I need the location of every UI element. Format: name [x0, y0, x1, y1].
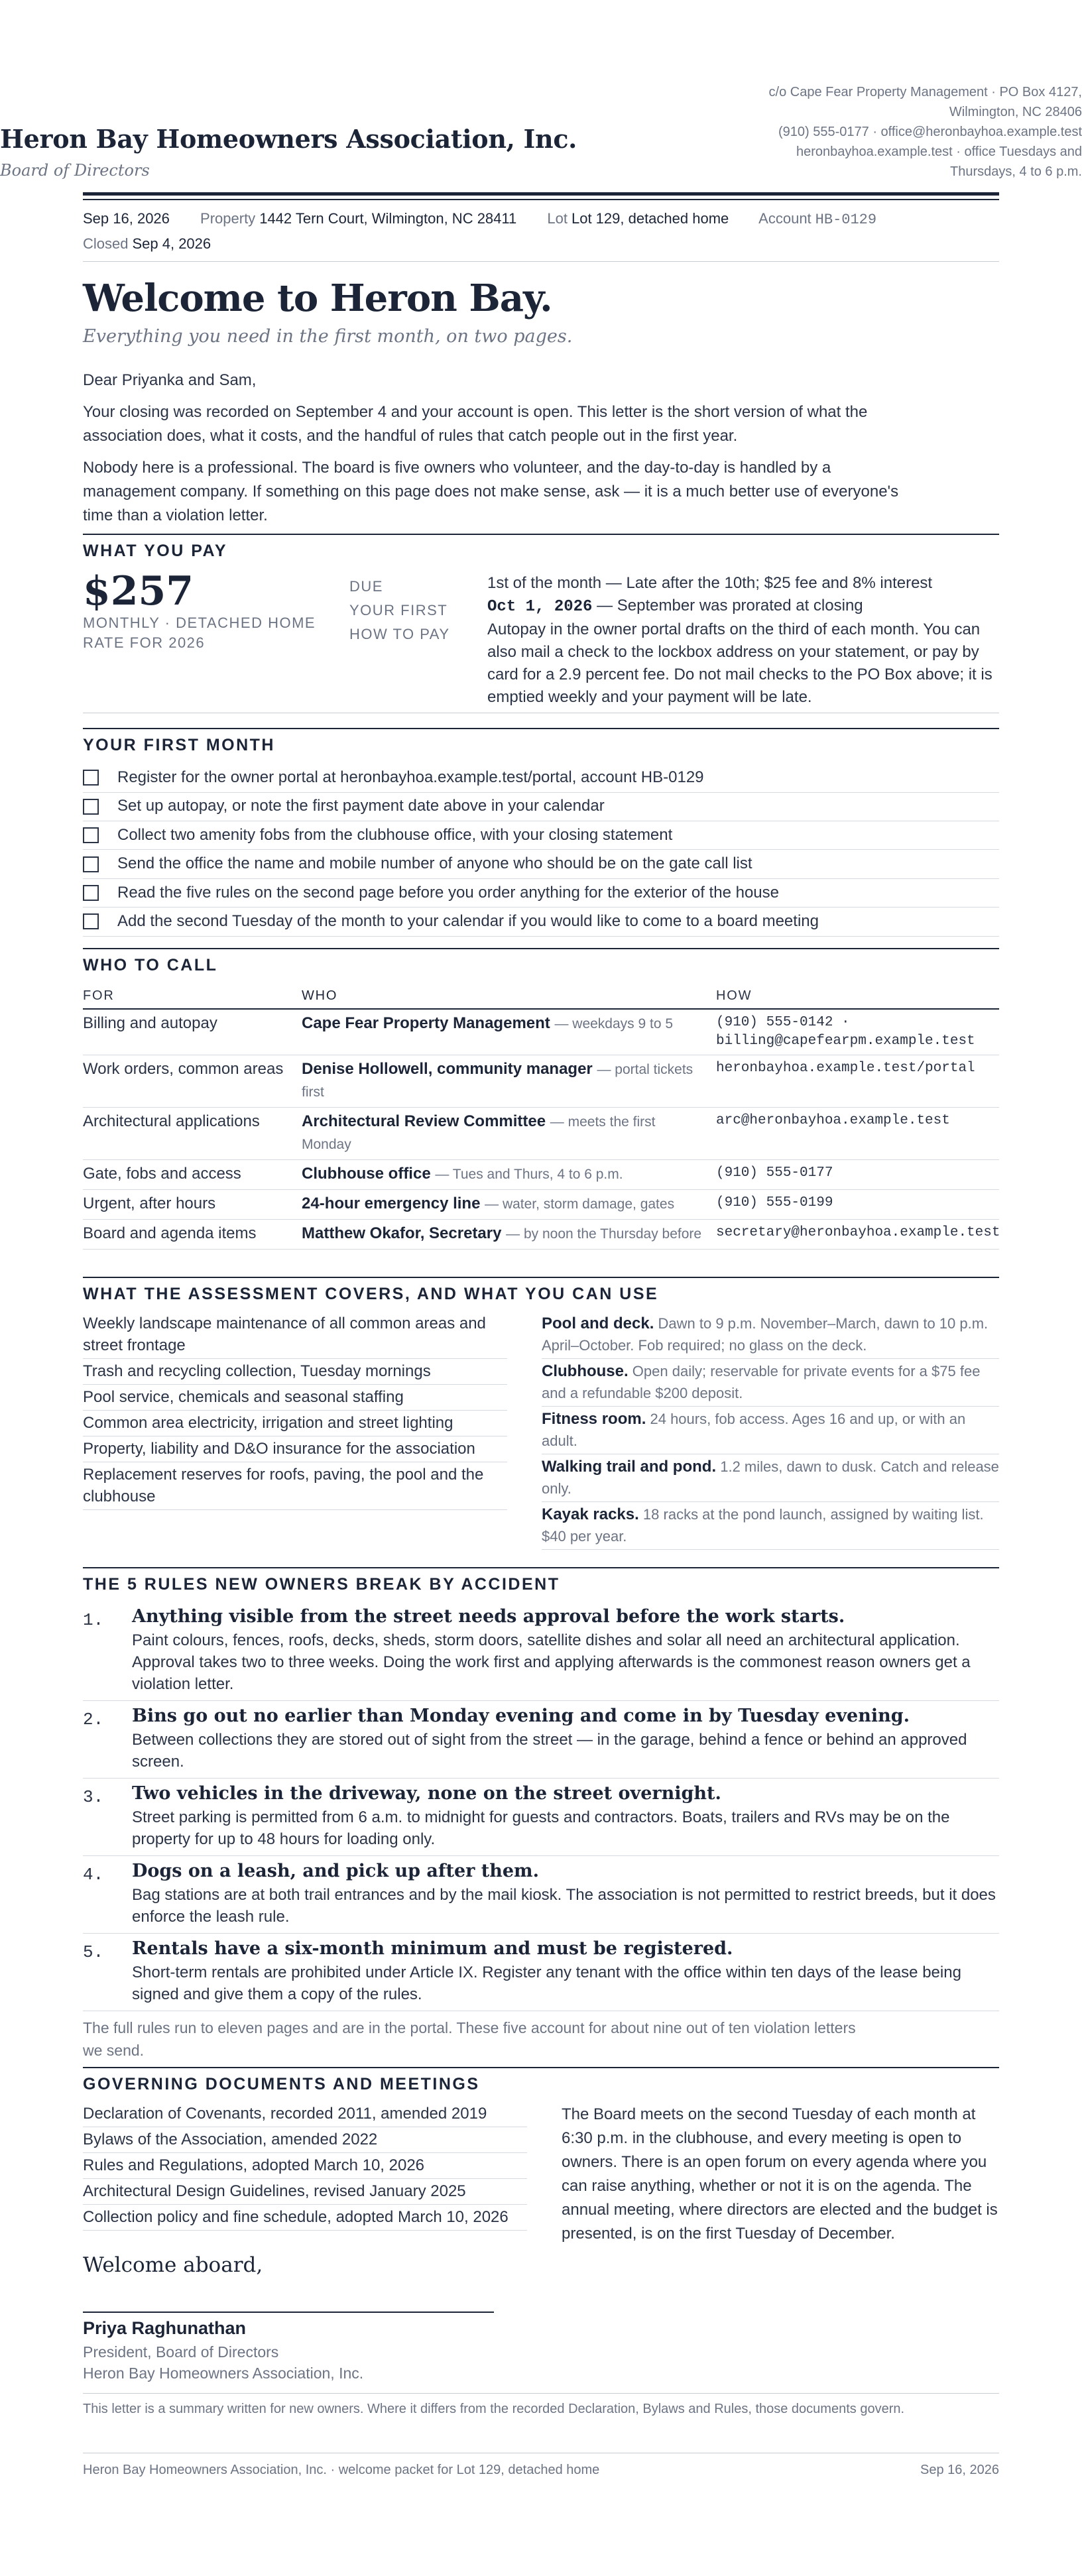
checklist-item[interactable]: [83, 793, 999, 821]
pay-amount: $257: [83, 568, 194, 615]
meta-account-label: Account: [758, 210, 812, 227]
meta-account: [758, 210, 876, 227]
checkbox[interactable]: [83, 770, 99, 786]
amenity-text: Dawn to 9 p.m. November–March, dawn to 10 p.m. April–October. Fob required; no glass on the deck.: [542, 1315, 989, 1354]
meta-closed-value: Sep 4, 2026: [132, 235, 211, 252]
footer-date: Sep 16, 2026: [920, 2463, 999, 2477]
signature-line: [83, 2312, 494, 2313]
meetings-text: The Board meets on the second Tuesday of each month at 6:30 p.m. in the clubhouse, and every meeting is open to owners. There is an open forum on every agenda where you can raise anything, whether or not it is on the agenda. The annual meeting, where directors are elected and the budget is presented, is on the first Tuesday of December.: [562, 2105, 998, 2243]
rule-title: Two vehicles in the driveway, none on the street overnight.: [132, 1783, 721, 1804]
call-who-name: Architectural Review Committee: [302, 1112, 546, 1131]
section-governing-documents: [83, 2067, 999, 2246]
contact-line: (910) 555-0177 · office@heronbayhoa.example.test: [778, 125, 1082, 139]
rule-body: [132, 1704, 999, 1773]
rule-item: [83, 1701, 999, 1779]
document-item: Declaration of Covenants, recorded 2011, amended 2019: [83, 2101, 527, 2127]
call-how[interactable]: (910) 555-0177: [716, 1165, 833, 1181]
document-item: Architectural Design Guidelines, revised January 2025: [83, 2179, 527, 2205]
meta-account-value: HB-0129: [815, 211, 877, 228]
call-who-note: — portal tickets first: [302, 1062, 693, 1100]
amenity-name: Kayak racks.: [542, 1505, 639, 1524]
rule-body: [132, 1936, 999, 2005]
call-who-name: Matthew Okafor, Secretary: [302, 1224, 502, 1243]
rule-item: [83, 1934, 999, 2011]
intro-paragraph: Nobody here is a professional. The board is five owners who volunteer, and the day-to-day is handled by a management company. If something on this page does not make sense, ask — it is a much better use of everyone's time than a violation letter.: [83, 459, 899, 524]
section-heading: GOVERNING DOCUMENTS AND MEETINGS: [83, 2075, 480, 2093]
rule-title: Bins go out no earlier than Monday evening and come in by Tuesday evening.: [132, 1706, 910, 1727]
pay-first-date: Oct 1, 2026: [487, 598, 593, 616]
column-header-who: WHO: [302, 988, 338, 1004]
call-who: [302, 1193, 716, 1215]
call-who-note: — meets the first Monday: [302, 1114, 656, 1153]
divider: [83, 261, 999, 262]
rule-number: 4.: [83, 1865, 104, 1885]
rule-text: Between collections they are stored out of sight from the street — in the garage, behind a fence or behind an approved screen.: [132, 1731, 967, 1771]
signature-name: Priya Raghunathan: [83, 2318, 247, 2338]
org-subtitle: Board of Directors: [0, 161, 150, 180]
contact-line: Thursdays, 4 to 6 p.m.: [950, 164, 1082, 179]
rule-body: [132, 1781, 999, 1850]
amenity-name: Fitness room.: [542, 1410, 646, 1429]
meta-property-value: 1442 Tern Court, Wilmington, NC 28411: [259, 210, 517, 227]
pay-first-note: — September was prorated at closing: [597, 597, 863, 615]
intro-paragraph: Your closing was recorded on September 4 and your account is open. This letter is the short version of what the association does, what it costs, and the handful of rules that catch people out in the first year.: [83, 403, 868, 445]
section-who-to-call: [83, 948, 999, 1250]
call-for: Architectural applications: [83, 1112, 260, 1131]
document-item: Collection policy and fine schedule, adopted March 10, 2026: [83, 2205, 527, 2231]
call-for: Gate, fobs and access: [83, 1165, 241, 1183]
section-heading: WHO TO CALL: [83, 956, 218, 974]
checkbox[interactable]: [83, 827, 99, 843]
meta-date: Sep 16, 2026: [83, 210, 170, 227]
checklist-item-label: Read the five rules on the second page before you order anything for the exterior of the house: [117, 883, 779, 902]
covered-item: Property, liability and D&O insurance for the association: [83, 1436, 507, 1462]
section-assessment-covers: [83, 1277, 999, 1550]
contact-line: Wilmington, NC 28406: [949, 105, 1082, 119]
section-heading: WHAT YOU PAY: [83, 542, 227, 560]
rule-text: Paint colours, fences, roofs, decks, sheds, storm doors, satellite dishes and solar all need an architectural application. Approval takes two to three weeks. Doing the work first and applying afterwards is the commonest reason owners get a violation letter.: [132, 1631, 971, 1694]
call-for: Urgent, after hours: [83, 1195, 216, 1213]
table-row: [83, 1160, 999, 1190]
rule-title: Anything visible from the street needs approval before the work starts.: [132, 1606, 845, 1627]
amenity-item: [542, 1359, 999, 1407]
meta-property: [200, 210, 516, 227]
table-row: [83, 1220, 999, 1250]
meta-bar: [83, 207, 999, 256]
pay-how-label: HOW TO PAY: [349, 626, 450, 642]
documents-list: [83, 2101, 527, 2246]
meta-lot-label: Lot: [547, 210, 568, 227]
call-who-note: — by noon the Thursday before: [506, 1226, 702, 1242]
call-who: [302, 1110, 716, 1155]
checklist-item-label: Set up autopay, or note the first payment date above in your calendar: [117, 797, 605, 815]
amenities-list: [542, 1311, 999, 1550]
disclaimer: This letter is a summary written for new owners. Where it differs from the recorded Declaration, Bylaws and Rules, those documents govern.: [83, 2402, 905, 2416]
checklist-item[interactable]: [83, 879, 999, 907]
pay-caption: MONTHLY · DETACHED HOME RATE FOR 2026: [83, 615, 316, 651]
covered-item: Trash and recycling collection, Tuesday mornings: [83, 1359, 507, 1385]
pay-first-label: YOUR FIRST: [349, 602, 448, 618]
checkbox[interactable]: [83, 856, 99, 872]
amenity-name: Pool and deck.: [542, 1315, 654, 1333]
table-row: [83, 1190, 999, 1220]
signature-role: [83, 2341, 363, 2384]
covered-item: Pool service, chemicals and seasonal staffing: [83, 1385, 507, 1411]
checklist-item-label: Send the office the name and mobile number of anyone who should be on the gate call list: [117, 854, 752, 873]
column-header-for: FOR: [83, 988, 115, 1004]
section-rules: [83, 1567, 999, 2062]
amenity-item: [542, 1502, 999, 1550]
rule-body: [132, 1859, 999, 1928]
amenity-text: 1.2 miles, dawn to dusk. Catch and release only.: [542, 1458, 999, 1497]
rule-title: Dogs on a leash, and pick up after them.: [132, 1861, 540, 1882]
section-heading: THE 5 RULES NEW OWNERS BREAK BY ACCIDENT: [83, 1575, 560, 1594]
table-row: [83, 1108, 999, 1160]
call-who-name: Clubhouse office: [302, 1165, 431, 1183]
rule-number: 5.: [83, 1942, 104, 1963]
rule-number: 2.: [83, 1710, 104, 1730]
call-who-name: Cape Fear Property Management: [302, 1014, 550, 1033]
call-who: [302, 1012, 716, 1051]
covered-item: Weekly landscape maintenance of all common areas and street frontage: [83, 1311, 507, 1359]
table-row: [83, 1055, 999, 1108]
checkbox[interactable]: [83, 885, 99, 901]
meta-lot-value: Lot 129, detached home: [571, 210, 729, 227]
call-how[interactable]: arc@heronbayhoa.example.test: [716, 1113, 950, 1129]
pay-labels: [349, 575, 450, 646]
covers-columns: [83, 1311, 999, 1550]
checklist-item[interactable]: [83, 764, 999, 792]
pay-due-value: 1st of the month — Late after the 10th; $25 fee and 8% interest: [487, 574, 933, 592]
section-heading: YOUR FIRST MONTH: [83, 736, 275, 754]
meta-closed-label: Closed: [83, 235, 129, 252]
covered-item: Common area electricity, irrigation and street lighting: [83, 1411, 507, 1436]
checklist-item[interactable]: [83, 850, 999, 878]
section-what-you-pay: [83, 534, 999, 716]
rule-title: Rentals have a six-month minimum and must be registered.: [132, 1938, 733, 1960]
call-who-name: Denise Hollowell, community manager: [302, 1060, 593, 1079]
covered-list: [83, 1311, 507, 1550]
checklist: [83, 764, 999, 936]
table-header: [83, 986, 999, 1010]
rule-text: Bag stations are at both trail entrances and by the mail kiosk. The association is not permitted to restrict breeds, but it does enforce the leash rule.: [132, 1886, 996, 1926]
rule-text: Street parking is permitted from 6 a.m. to midnight for guests and contractors. Boats, trailers and RVs may be on the property for up to 48 hours for loading only.: [132, 1808, 950, 1849]
amenity-text: Open daily; reservable for private events for a $75 fee and a refundable $200 deposit.: [542, 1363, 981, 1402]
checkbox[interactable]: [83, 799, 99, 815]
call-who-name: 24-hour emergency line: [302, 1195, 481, 1213]
checklist-item[interactable]: [83, 907, 999, 936]
column-header-how: HOW: [716, 988, 752, 1004]
table-row: [83, 1010, 999, 1055]
meta-lot: [547, 210, 729, 227]
covered-item: Replacement reserves for roofs, paving, the pool and the clubhouse: [83, 1462, 507, 1510]
pay-how-value: Autopay in the owner portal drafts on the third of each month. You can also mail a check to the lockbox address on your statement, or pay by card for a 2.9 percent fee. Do not mail checks to the PO Box above; it is emptied weekly and your payment will be late.: [487, 620, 992, 706]
rule-item: [83, 1779, 999, 1856]
divider: [83, 2393, 999, 2394]
call-how[interactable]: heronbayhoa.example.test/portal: [716, 1061, 975, 1077]
signature-greeting: Welcome aboard,: [83, 2253, 263, 2277]
rule-number: 3.: [83, 1787, 104, 1808]
contact-line: heronbayhoa.example.test · office Tuesdays and: [796, 145, 1082, 159]
header-double-rule: [83, 192, 999, 200]
call-how[interactable]: secretary@heronbayhoa.example.test: [716, 1225, 1000, 1241]
call-who: [302, 1058, 716, 1103]
checklist-item-label: Collect two amenity fobs from the clubhouse office, with your closing statement: [117, 825, 673, 844]
amenity-name: Walking trail and pond.: [542, 1458, 717, 1476]
amenity-item: [542, 1407, 999, 1454]
amenity-name: Clubhouse.: [542, 1362, 629, 1381]
call-how[interactable]: (910) 555-0142 · billing@capefearpm.example.test: [716, 1015, 975, 1049]
rule-text: Short-term rentals are prohibited under Article IX. Register any tenant with the office within ten days of the lease being signed and give them a copy of the rules.: [132, 1963, 961, 2004]
meta-closed: [83, 235, 211, 252]
document-item: Bylaws of the Association, amended 2022: [83, 2127, 527, 2153]
call-who: [302, 1222, 716, 1245]
checklist-item-label: Add the second Tuesday of the month to your calendar if you would like to come to a board meeting: [117, 912, 819, 930]
contact-block: [711, 82, 1082, 182]
document-item: Rules and Regulations, adopted March 10, 2026: [83, 2153, 527, 2179]
amenity-text: 24 hours, fob access. Ages 16 and up, or with an adult.: [542, 1411, 966, 1450]
call-how[interactable]: (910) 555-0199: [716, 1195, 833, 1211]
rules-footnote: The full rules run to eleven pages and are in the portal. These five account for about nine out of ten violation letters we send.: [83, 2019, 856, 2060]
salutation: Dear Priyanka and Sam,: [83, 371, 257, 389]
checklist-item-label: Register for the owner portal at heronbayhoa.example.test/portal, account HB-0129: [117, 768, 704, 787]
welcome-subtitle: Everything you need in the first month, on two pages.: [83, 326, 573, 347]
signature-org: Heron Bay Homeowners Association, Inc.: [83, 2365, 364, 2382]
rule-body: [132, 1604, 999, 1695]
contact-line: c/o Cape Fear Property Management · PO Box 4127,: [768, 85, 1082, 99]
section-first-month: [83, 728, 999, 937]
rule-item: [83, 1856, 999, 1934]
call-for: Board and agenda items: [83, 1224, 257, 1243]
pay-due-label: DUE: [349, 578, 383, 595]
call-for: Work orders, common areas: [83, 1060, 284, 1079]
amenity-text: 18 racks at the pond launch, assigned by waiting list. $40 per year.: [542, 1506, 984, 1545]
amenity-item: [542, 1311, 999, 1359]
call-for: Billing and autopay: [83, 1014, 217, 1033]
checkbox[interactable]: [83, 913, 99, 929]
signature-title: President, Board of Directors: [83, 2343, 279, 2361]
checklist-item[interactable]: [83, 821, 999, 850]
pay-values: [487, 572, 999, 709]
call-who-note: — Tues and Thurs, 4 to 6 p.m.: [435, 1167, 623, 1183]
call-who-note: — weekdays 9 to 5: [554, 1016, 674, 1032]
governing-columns: [83, 2101, 999, 2246]
meta-property-label: Property: [200, 210, 256, 227]
footer-left: Heron Bay Homeowners Association, Inc. · welcome packet for Lot 129, detached home: [83, 2463, 600, 2477]
pay-first-value: [487, 595, 999, 618]
org-name: Heron Bay Homeowners Association, Inc.: [0, 124, 577, 154]
call-who-note: — water, storm damage, gates: [485, 1197, 675, 1212]
amenity-item: [542, 1454, 999, 1502]
rule-item: [83, 1602, 999, 1701]
rule-number: 1.: [83, 1610, 104, 1631]
call-who: [302, 1163, 716, 1185]
section-heading: WHAT THE ASSESSMENT COVERS, AND WHAT YOU CAN USE: [83, 1285, 659, 1303]
welcome-title: Welcome to Heron Bay.: [83, 276, 552, 320]
intro-text: [83, 369, 912, 536]
rules-list: [83, 1602, 999, 2011]
